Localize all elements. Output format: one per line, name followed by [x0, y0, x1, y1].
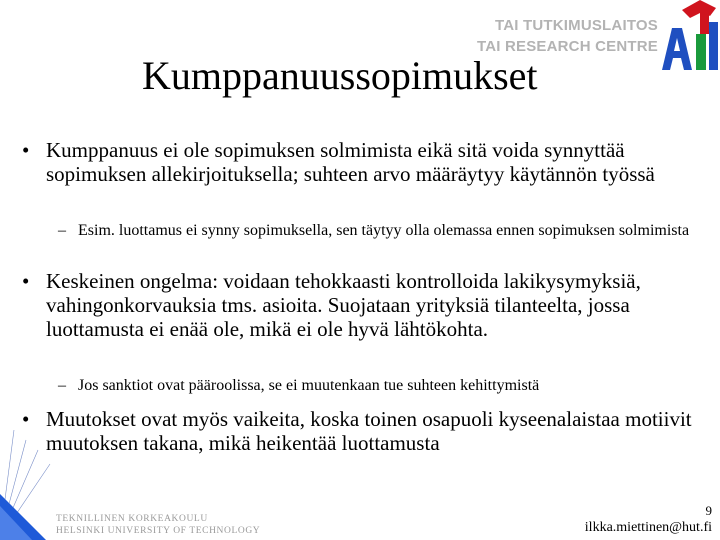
bullet-marker: • [22, 269, 30, 293]
sub-bullet-marker: – [58, 377, 66, 394]
sub-bullet-2 [58, 376, 708, 395]
bullet-text: Keskeinen ongelma: voidaan tehokkaasti kontrolloida lakikysymyksiä, vahingonkorvauksia tms. asioita. Suojataan yrityksiä tilanteelta, jossa luottamusta ei enää ole, mikä ei ole hyvä lähtökohta. [46, 269, 641, 341]
sub-bullet-text: Jos sanktiot ovat pääroolissa, se ei muutenkaan tue suhteen kehittymistä [78, 377, 540, 394]
bullet-marker: • [22, 138, 30, 162]
author-email: ilkka.miettinen@hut.fi [584, 520, 712, 535]
bullet-3 [22, 407, 712, 455]
logo-red-arrow [682, 0, 716, 18]
bullet-1 [22, 138, 712, 186]
sub-bullet-text: Esim. luottamus ei synny sopimuksella, sen täytyy olla olemassa ennen sopimuksen solmimista [78, 222, 690, 239]
logo-green-bar [696, 34, 706, 70]
slide-title: Kumppanuussopimukset [142, 53, 538, 98]
footer-university-en: HELSINKI UNIVERSITY OF TECHNOLOGY [56, 526, 261, 536]
bullet-text: Kumppanuus ei ole sopimuksen solmimista eikä sitä voida synnyttää sopimuksen allekirjoituksella; suhteen arvo määräytyy käytännön työssä [46, 138, 655, 186]
logo-blue-bar [709, 22, 718, 70]
bullet-2 [22, 269, 712, 341]
logo-red-bar [700, 10, 709, 34]
footer-university-fi: TEKNILLINEN KORKEAKOULU [56, 514, 208, 524]
bullet-marker: • [22, 407, 30, 431]
tai-logo-icon [660, 0, 720, 75]
footer-university [56, 513, 260, 537]
bullet-text: Muutokset ovat myös vaikeita, koska toinen osapuoli kyseenalaistaa motiivit muutoksen takana, mikä heikentää luottamusta [46, 407, 692, 455]
sub-bullet-marker: – [58, 222, 66, 239]
sub-bullet-1 [58, 221, 708, 240]
org-name-english: TAI RESEARCH CENTRE [476, 38, 658, 55]
org-name-finnish: TAI TUTKIMUSLAITOS [494, 17, 658, 34]
page-number: 9 [705, 503, 712, 518]
